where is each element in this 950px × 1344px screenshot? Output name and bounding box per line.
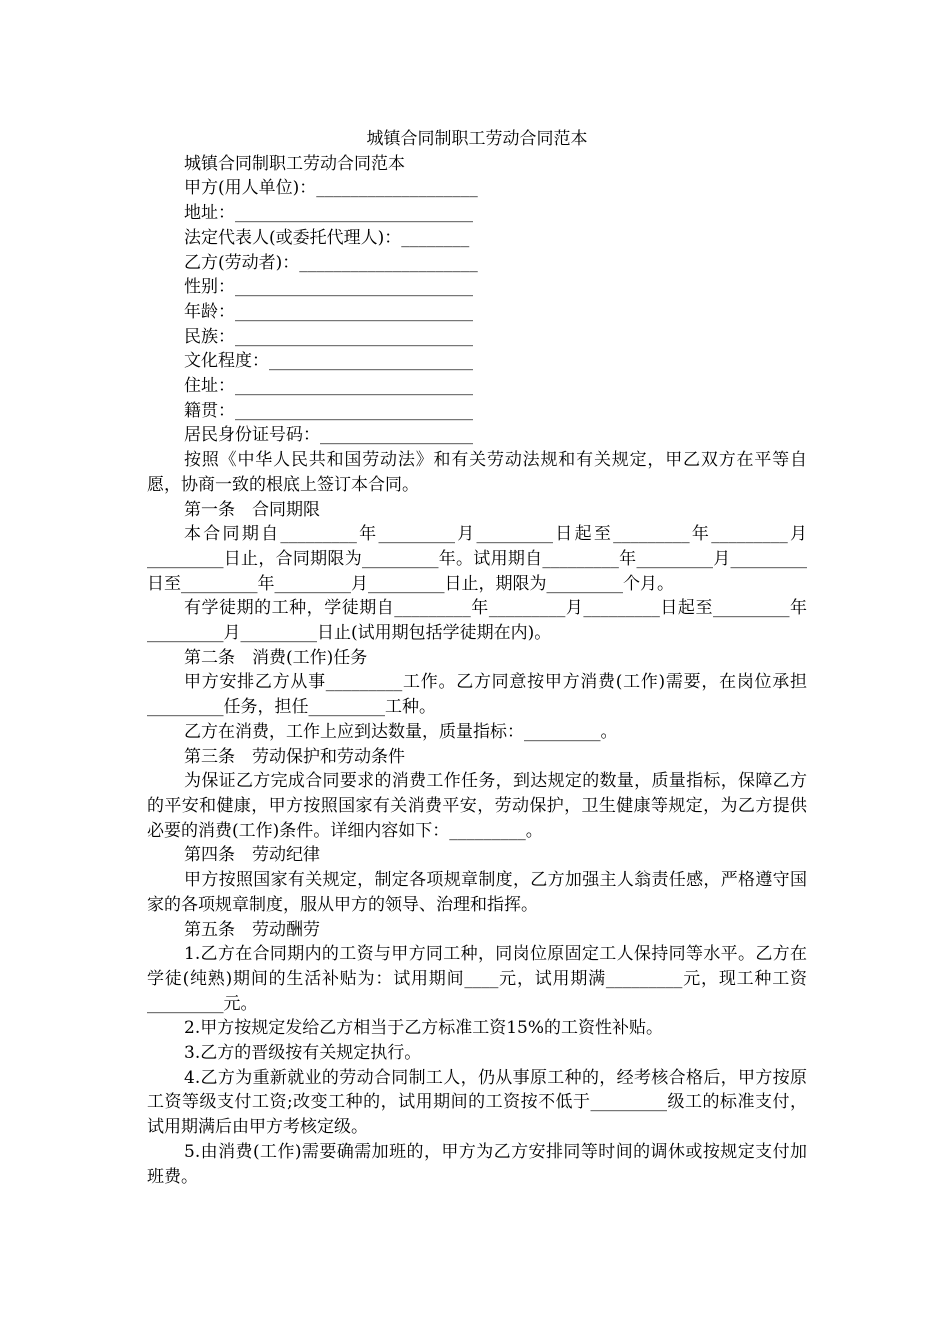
field-gender: 性别：____________________________: [184, 277, 473, 298]
field-address: 地址：____________________________: [184, 203, 473, 224]
field-native-place: 籍贯：____________________________: [184, 400, 473, 421]
article-5-item-5: 5.由消费(工作)需要确需加班的，甲方为乙方安排同等时间的调休或按规定支付加班费。: [147, 1141, 807, 1187]
field-id-number: 居民身份证号码：__________________: [184, 425, 473, 446]
field-legal-representative: 法定代表人(或委托代理人)：________: [184, 227, 470, 248]
subtitle: 城镇合同制职工劳动合同范本: [184, 153, 405, 174]
field-party-b: 乙方(劳动者)：_____________________: [184, 252, 478, 273]
field-ethnicity: 民族：____________________________: [184, 326, 473, 347]
article-3-heading: 第三条 劳动保护和劳动条件: [184, 746, 405, 767]
article-5-item-3: 3.乙方的晋级按有关规定执行。: [184, 1043, 422, 1064]
article-4-paragraph: 甲方按照国家有关规定，制定各项规章制度，乙方加强主人翁责任感，严格遵守国家的各项规章制度，服从甲方的领导、治理和指挥。: [147, 870, 807, 915]
article-5-item-4: 4.乙方为重新就业的劳动合同制工人，仍从事原工种的，经考核合格后，甲方按原工资等级支付工资;改变工种的，试用期间的工资按不低于_________级工的标准支付，试用期满后由甲方考核定级。: [147, 1067, 807, 1138]
document-title: 城镇合同制职工劳动合同范本: [366, 129, 588, 149]
article-2-assignment-paragraph: 甲方安排乙方从事_________工作。乙方同意按甲方消费(工作)需要，在岗位承担_________任务，担任_________工种。: [147, 672, 807, 718]
field-residence: 住址：____________________________: [184, 376, 473, 397]
article-3-paragraph: 为保证乙方完成合同要求的消费工作任务，到达规定的数量，质量指标，保障乙方的平安和健康，甲方按照国家有关消费平安，劳动保护，卫生健康等规定，为乙方提供必要的消费(工作)条件。详细内容如下：_________。: [147, 771, 807, 841]
article-2-heading: 第二条 消费(工作)任务: [184, 647, 368, 668]
article-1-apprentice-paragraph: 有学徒期的工种，学徒期自_________年_________月_________日起至_________年_________月_________日止(试用期包括学徒期在内)。: [147, 598, 807, 644]
field-education: 文化程度：________________________: [184, 351, 473, 372]
article-5-item-2: 2.甲方按规定发给乙方相当于乙方标准工资15%的工资性补贴。: [184, 1018, 664, 1039]
field-age: 年龄：____________________________: [184, 301, 473, 322]
field-party-a: 甲方(用人单位)：___________________: [184, 178, 478, 199]
article-1-term-paragraph: 本合同期自_________年_________月_________日起至_________年_________月_________日止，合同期限为_________年。试用期自_________年_________月_________日至_________年_________月_________日止，期限为_________个月。: [147, 524, 807, 594]
article-1-heading: 第一条 合同期限: [184, 499, 320, 520]
article-2-quota-paragraph: 乙方在消费，工作上应到达数量，质量指标：_________。: [184, 721, 618, 742]
article-4-heading: 第四条 劳动纪律: [184, 845, 320, 866]
article-5-heading: 第五条 劳动酬劳: [184, 919, 320, 940]
contract-document: [147, 127, 807, 1189]
preamble-paragraph: 按照《中华人民共和国劳动法》和有关劳动法规和有关规定，甲乙双方在平等自愿，协商一致的根底上签订本合同。: [147, 450, 807, 495]
article-5-item-1: 1.乙方在合同期内的工资与甲方同工种，同岗位原固定工人保持同等水平。乙方在学徒(纯熟)期间的生活补贴为：试用期间____元，试用期满_________元，现工种工资_________元。: [147, 944, 807, 1014]
